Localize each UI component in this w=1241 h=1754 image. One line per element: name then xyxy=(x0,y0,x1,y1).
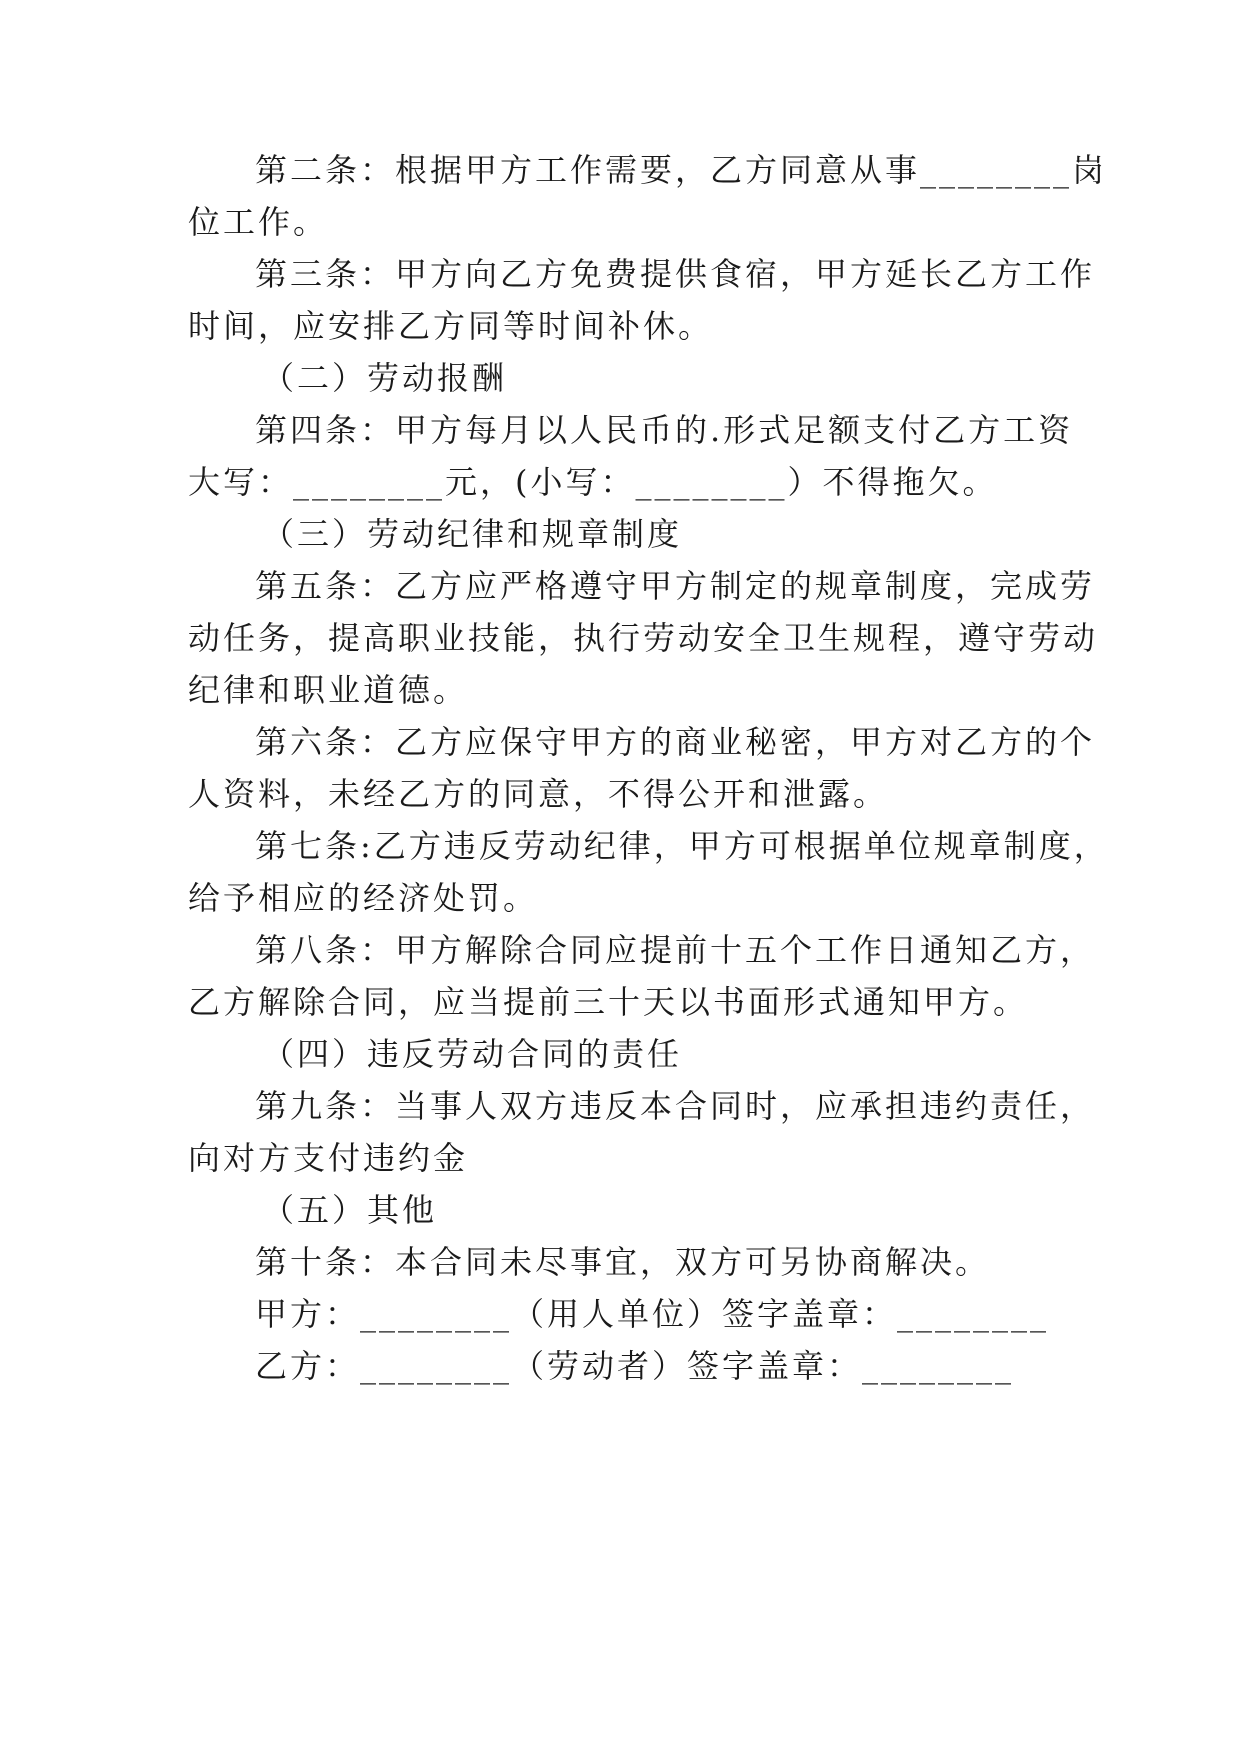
article-8-line-1: 第八条：甲方解除合同应提前十五个工作日通知乙方， xyxy=(255,931,1096,969)
article-7-line-1: 第七条:乙方违反劳动纪律，甲方可根据单位规章制度， xyxy=(255,827,1109,865)
article-6-line-1: 第六条：乙方应保守甲方的商业秘密，甲方对乙方的个 xyxy=(255,723,1096,761)
party-b-signature-line: 乙方：________（劳动者）签字盖章：________ xyxy=(255,1347,1015,1385)
article-2-line-2: 位工作。 xyxy=(188,203,329,241)
section-4-heading: （四）违反劳动合同的责任 xyxy=(262,1035,683,1073)
article-4-line-1: 第四条：甲方每月以人民币的.形式足额支付乙方工资 xyxy=(255,411,1074,449)
party-a-signature-line: 甲方：________（用人单位）签字盖章：________ xyxy=(255,1295,1050,1333)
article-3-line-2: 时间，应安排乙方同等时间补休。 xyxy=(188,307,714,345)
article-9-line-1: 第九条：当事人双方违反本合同时，应承担违约责任， xyxy=(255,1087,1096,1125)
article-5-line-1: 第五条：乙方应严格遵守甲方制定的规章制度，完成劳 xyxy=(255,567,1096,605)
section-3-heading: （三）劳动纪律和规章制度 xyxy=(262,515,683,553)
article-5-line-2: 动任务，提高职业技能，执行劳动安全卫生规程，遵守劳动 xyxy=(188,619,1099,657)
article-5-line-3: 纪律和职业道德。 xyxy=(188,671,469,709)
article-9-line-2: 向对方支付违约金 xyxy=(188,1139,469,1177)
article-10-line-1: 第十条：本合同未尽事宜，双方可另协商解决。 xyxy=(255,1243,991,1281)
article-2-line-1: 第二条：根据甲方工作需要，乙方同意从事________岗 xyxy=(255,151,1108,189)
article-6-line-2: 人资料，未经乙方的同意，不得公开和泄露。 xyxy=(188,775,889,813)
section-2-heading: （二）劳动报酬 xyxy=(262,359,508,397)
section-5-heading: （五）其他 xyxy=(262,1191,438,1229)
article-7-line-2: 给予相应的经济处罚。 xyxy=(188,879,539,917)
article-3-line-1: 第三条：甲方向乙方免费提供食宿，甲方延长乙方工作 xyxy=(255,255,1096,293)
article-4-line-2: 大写：________元，(小写：________）不得拖欠。 xyxy=(188,463,998,501)
article-8-line-2: 乙方解除合同，应当提前三十天以书面形式通知甲方。 xyxy=(188,983,1029,1021)
